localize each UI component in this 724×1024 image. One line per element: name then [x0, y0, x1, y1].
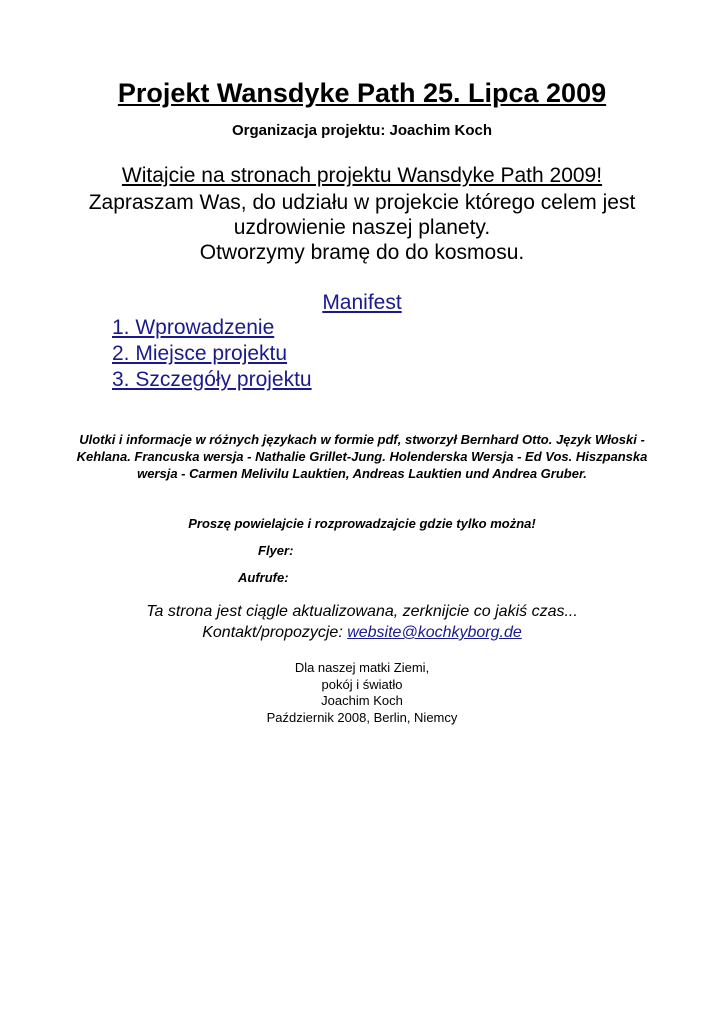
closing-line: pokój i światło: [321, 677, 403, 692]
closing-line: Dla naszej matki Ziemi,: [294, 660, 430, 675]
manifest-section: [0, 289, 724, 316]
intro-text-line: Zapraszam Was, do udziału w projekcie którego celem jest: [88, 191, 636, 214]
toc-link-label: 1. Wprowadzenie: [112, 316, 275, 339]
page-title: Projekt Wansdyke Path 25. Lipca 2009: [117, 78, 607, 108]
toc-link-project-location[interactable]: [68, 340, 287, 367]
contact-line: [0, 623, 724, 643]
toc-link-label: 3. Szczegóły projektu: [112, 368, 312, 391]
aufrufe-label: Aufrufe:: [238, 570, 289, 585]
flyers-info-paragraph: Ulotki i informacje w różnych językach w formie pdf, stworzył Bernhard Otto. Język Włoski - Kehlana. Francuska wersja - Nathalie Grillet-Jung. Holenderska Wersja - Ed Vos. Hiszpanska wersja - Carmen Melivilu Lauktien, Andreas Lauktien und Andrea Gruber.: [76, 432, 648, 481]
intro-text-line: Otworzymy bramę do do kosmosu.: [199, 241, 525, 264]
closing-signature: Joachim Koch: [321, 693, 403, 708]
update-note: Ta strona jest ciągle aktualizowana, zerknijcie co jakiś czas...: [146, 603, 578, 620]
contact-label: Kontakt/propozycje:: [202, 624, 348, 641]
closing-date-location: Październik 2008, Berlin, Niemcy: [266, 710, 458, 725]
intro-text-line: uzdrowienie naszej planety.: [233, 216, 491, 239]
toc-link-introduction[interactable]: [68, 314, 274, 341]
flyer-label: Flyer:: [258, 543, 294, 558]
toc-link-project-details[interactable]: [68, 366, 312, 393]
welcome-heading: Witajcie na stronach projektu Wansdyke Path 2009!: [121, 164, 603, 187]
organization-line: Organizacja projektu: Joachim Koch: [231, 122, 493, 139]
toc-link-label: 2. Miejsce projektu: [112, 342, 288, 365]
copy-request-text: Proszę powielajcie i rozprowadzajcie gdzie tylko można!: [188, 516, 536, 531]
manifest-link[interactable]: Manifest: [322, 291, 402, 314]
contact-email-link[interactable]: website@kochkyborg.de: [347, 624, 522, 641]
